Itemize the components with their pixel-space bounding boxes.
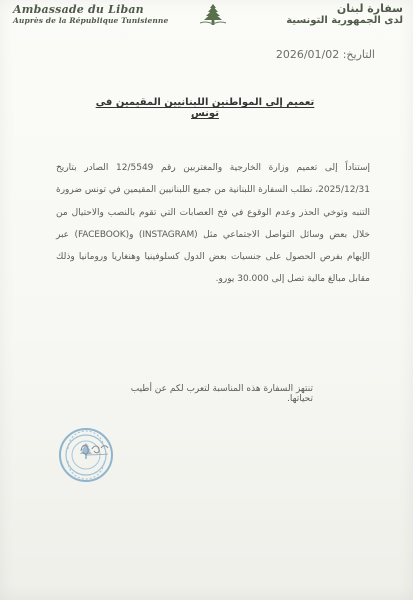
document-date: التاريخ: 2026/01/02	[275, 48, 375, 61]
document-subject: تعميم إلى المواطنين اللبنانيين المقيمين في تونس	[95, 97, 315, 119]
header-right-line1: سفارة لبنان	[336, 2, 403, 15]
cedar-icon	[195, 3, 231, 27]
header-left-line1: Ambassade du Liban	[13, 3, 144, 16]
embassy-header-arabic	[263, 3, 403, 26]
header-right-line2: لدى الجمهورية التونسية	[286, 15, 403, 27]
document-body: إستناداً إلى تعميم وزارة الخارجية والمغتربين رقم 12/5549 الصادر بتاريخ 2025/12/31، تطلب السفارة اللبنانية من جميع اللبنانيين المقيمين في تونس ضرورة التنبه وتوخي الحذر وعدم الوقوع في فخ العصابات التي تقوم بالنصب والاحتيال من خلال بعض وسائل التواصل الاجتماعي مثل (INSTAGRAM) و(FACEBOOK) عبر الإيهام بفرص الحصول على جنسيات بعض الدول كسلوفينيا وهنغاريا ورومانيا وذلك مقابل مبالغ مالية تصل إلى 30.000 يورو.	[56, 163, 370, 285]
signature-mark	[74, 437, 114, 461]
embassy-header-french	[13, 4, 183, 24]
document-closing: تنتهز السفارة هذه المناسبة لتعرب لكم عن أطيب تحياتها.	[130, 384, 313, 404]
header-left-line2: Auprès de la République Tunisienne	[13, 15, 169, 25]
